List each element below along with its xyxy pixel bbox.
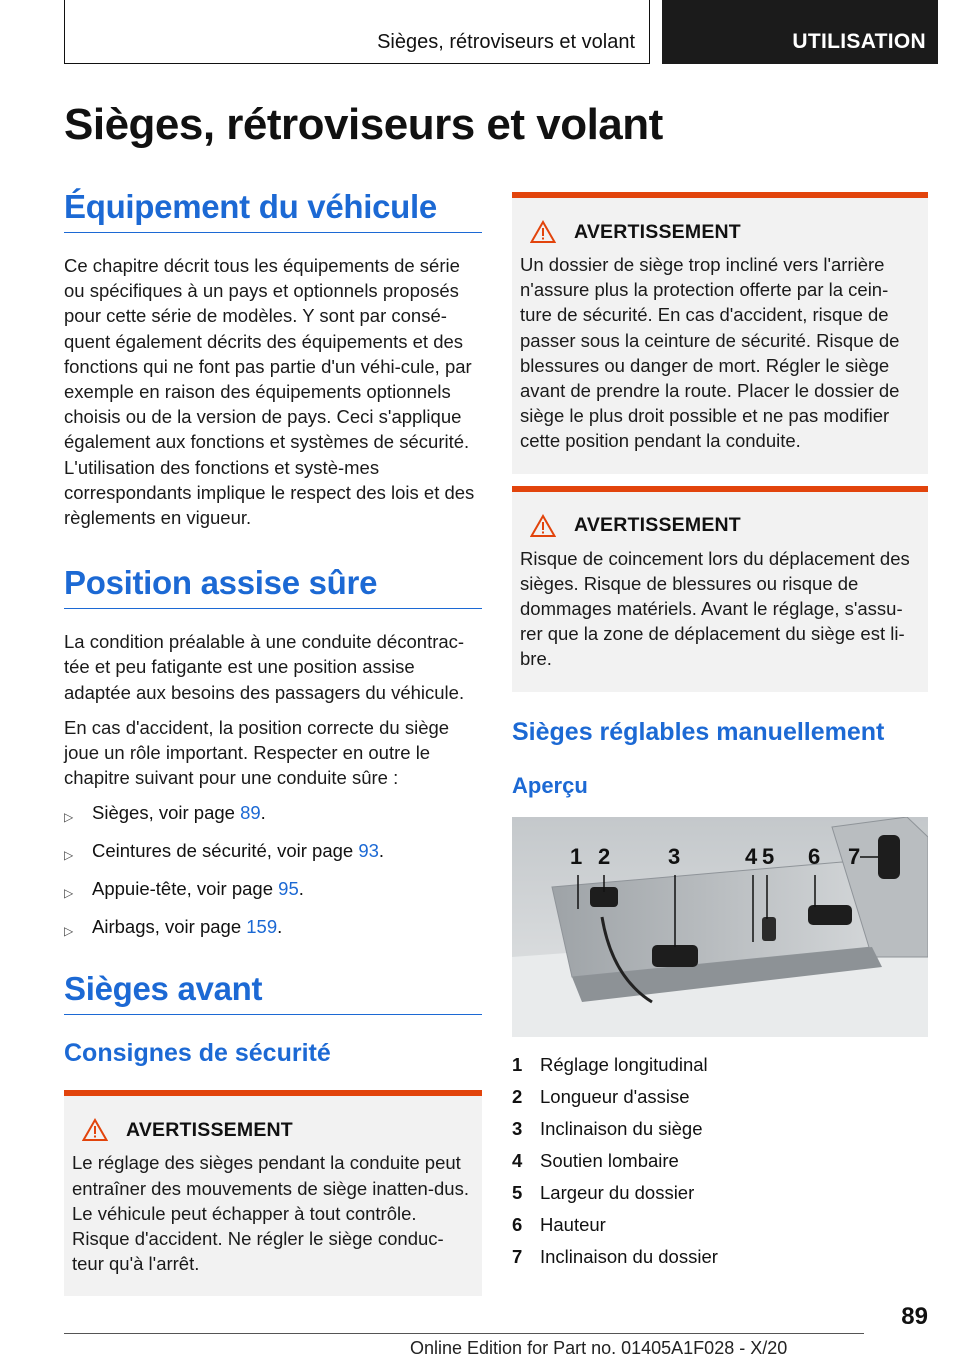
page-link[interactable]: 93 bbox=[358, 840, 379, 862]
figure-label-3: 3 bbox=[668, 843, 681, 869]
list-item: ▷ Sièges, voir page 89. bbox=[64, 800, 482, 830]
legend-row bbox=[512, 1145, 928, 1177]
legend-label: Largeur du dossier bbox=[540, 1181, 695, 1203]
legend-number: 3 bbox=[512, 1117, 523, 1139]
footer-edition: Online Edition for Part no. 01405A1F028 - X/20 bbox=[410, 1338, 788, 1358]
triangle-bullet-icon: ▷ bbox=[64, 848, 74, 863]
warning-title: AVERTISSEMENT bbox=[126, 1118, 293, 1141]
paragraph-position-1: La condition préalable à une conduite décontrac-tée et peu fatigante est une position assise adaptée aux besoins des passagers du véhicule. bbox=[64, 631, 465, 703]
warning-title: AVERTISSEMENT bbox=[574, 514, 741, 537]
legend-row bbox=[512, 1209, 928, 1241]
seat-photo-image bbox=[512, 817, 928, 1037]
warning-text: Risque de coincement lors du déplacement des sièges. Risque de blessures ou risque de dommages matériels. Avant le réglage, s'assu-rer que la zone de déplacement du siège est li-bre. bbox=[520, 547, 910, 670]
bullet-text: Airbags, voir page bbox=[92, 916, 247, 938]
warning-triangle-icon bbox=[82, 1118, 108, 1142]
figure-label-2: 2 bbox=[598, 843, 611, 869]
warning-title: AVERTISSEMENT bbox=[574, 220, 741, 243]
legend-row bbox=[512, 1241, 928, 1273]
heading-sieges-avant: Sièges avant bbox=[64, 970, 482, 1015]
legend-row bbox=[512, 1049, 928, 1081]
paragraph-position-2: En cas d'accident, la position correcte du siège joue un rôle important. Respecter en outre le chapitre suivant pour une conduite sûre : bbox=[64, 716, 450, 789]
page-number: 89 bbox=[901, 1303, 928, 1330]
warning-triangle-icon bbox=[530, 514, 556, 538]
figure-label-6: 6 bbox=[808, 843, 821, 869]
header-section-title: Sièges, rétroviseurs et volant bbox=[377, 31, 635, 53]
heading-manuels: Sièges réglables manuellement bbox=[512, 717, 885, 746]
triangle-bullet-icon: ▷ bbox=[64, 886, 74, 901]
figure-label-4: 4 bbox=[745, 843, 758, 869]
legend-number: 6 bbox=[512, 1213, 523, 1235]
page-title: Sièges, rétroviseurs et volant bbox=[64, 100, 663, 149]
list-item: ▷ Appuie-tête, voir page 95. bbox=[64, 876, 482, 906]
bullet-text: Appuie-tête, voir page bbox=[92, 878, 279, 900]
right-column bbox=[512, 192, 928, 1273]
warning-text: Le réglage des sièges pendant la conduite peut entraîner des mouvements de siège inatten-dus. Le véhicule peut échapper à tout contrôle. Risque d'accident. Ne régler le siège conduc-teur qu'à l'arrêt. bbox=[72, 1152, 469, 1275]
legend-number: 4 bbox=[512, 1149, 523, 1171]
paragraph-equipement: Ce chapitre décrit tous les équipements de série ou spécifiques à un pays et optionnels proposés pour cette série de modèles. Y sont par consé-quent également décrits des équipements et des fonctions qui ne font pas partie d'un véhi-cule, par exemple en raison des équipements optionnels choisis ou de la version de pays. Ceci s'applique également aux fonctions et systèmes de sécurité. L'utilisation des fonctions et systè-mes correspondants implique le respect des lois et des règlements en vigueur. bbox=[64, 255, 475, 529]
triangle-bullet-icon: ▷ bbox=[64, 810, 74, 825]
legend-label: Réglage longitudinal bbox=[540, 1053, 708, 1075]
list-item: ▷ Airbags, voir page 159. bbox=[64, 914, 482, 944]
figure-label-7: 7 bbox=[848, 843, 861, 869]
header-section-box bbox=[64, 0, 650, 64]
warning-box bbox=[512, 192, 928, 474]
legend-row bbox=[512, 1113, 928, 1145]
legend-label: Inclinaison du siège bbox=[540, 1117, 703, 1139]
figure-label-1: 1 bbox=[570, 843, 583, 869]
bullet-text: Ceintures de sécurité, voir page bbox=[92, 840, 359, 862]
legend-number: 2 bbox=[512, 1085, 523, 1107]
legend-number: 7 bbox=[512, 1245, 523, 1267]
page-link[interactable]: 159 bbox=[246, 916, 278, 938]
heading-consignes: Consignes de sécurité bbox=[64, 1039, 331, 1068]
heading-equipement: Équipement du véhicule bbox=[64, 188, 482, 233]
footer-divider bbox=[64, 1333, 864, 1334]
seat-adjustment-figure bbox=[512, 817, 928, 1037]
header-tab bbox=[662, 0, 938, 64]
legend-label: Longueur d'assise bbox=[540, 1085, 690, 1107]
legend-label: Hauteur bbox=[540, 1213, 606, 1235]
heading-apercu: Aperçu bbox=[512, 772, 588, 798]
warning-box bbox=[512, 486, 928, 692]
legend-label: Inclinaison du dossier bbox=[540, 1245, 718, 1267]
heading-position: Position assise sûre bbox=[64, 564, 482, 609]
legend-number: 1 bbox=[512, 1053, 523, 1075]
warning-box bbox=[64, 1090, 482, 1296]
figure-label-5: 5 bbox=[762, 843, 775, 869]
bullet-list bbox=[64, 800, 482, 944]
legend-row bbox=[512, 1081, 928, 1113]
legend-label: Soutien lombaire bbox=[540, 1149, 679, 1171]
warning-triangle-icon bbox=[530, 220, 556, 244]
legend-number: 5 bbox=[512, 1181, 523, 1203]
page-link[interactable]: 89 bbox=[240, 802, 261, 824]
legend-row bbox=[512, 1177, 928, 1209]
list-item: ▷ Ceintures de sécurité, voir page 93. bbox=[64, 838, 482, 868]
header-tab-label: UTILISATION bbox=[792, 30, 926, 53]
bullet-text: Sièges, voir page bbox=[92, 802, 241, 824]
warning-text: Un dossier de siège trop incliné vers l'arrière n'assure plus la protection offerte par la cein-ture de sécurité. En cas d'accident, risque de passer sous la ceinture de sécurité. Risque de blessures ou danger de mort. Régler le siège avant de prendre la route. Placer le dossier de siège le plus droit possible et ne pas modifier cette position pendant la conduite. bbox=[520, 254, 900, 452]
triangle-bullet-icon: ▷ bbox=[64, 924, 74, 939]
figure-legend bbox=[512, 1049, 928, 1273]
page-link[interactable]: 95 bbox=[278, 878, 299, 900]
left-column bbox=[64, 188, 482, 1296]
